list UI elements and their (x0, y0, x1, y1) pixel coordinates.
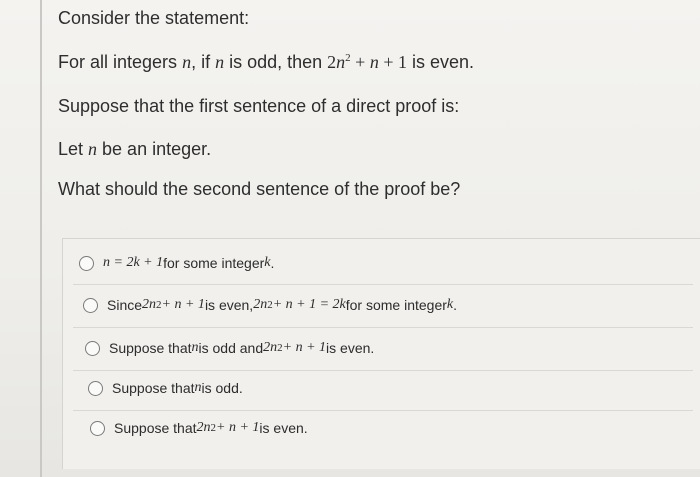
option-a-math: n = 2k + 1 (103, 255, 164, 270)
option-c-math: 2n (263, 340, 278, 355)
statement-then: is odd, then (224, 52, 328, 72)
first-sentence-var: n (88, 139, 98, 159)
option-e-math: + n + 1 (216, 420, 260, 435)
option-divider (73, 327, 693, 328)
option-b-math: 2n (142, 297, 157, 312)
option-b[interactable]: Since 2n 2 + n + 1 is even, 2n 2 + n + 1 = 2k for some integer k . (83, 297, 457, 313)
statement-if: , if (191, 52, 216, 72)
option-b-text: for some integer (345, 297, 447, 313)
option-c-var: n (191, 340, 199, 355)
radio-button[interactable] (79, 256, 94, 271)
option-divider (73, 410, 693, 411)
first-sentence-suffix: be an integer. (97, 139, 212, 159)
expr-plus-one: + 1 (378, 52, 407, 72)
option-b-prefix: Since (107, 297, 143, 313)
option-c[interactable]: Suppose that n is odd and 2n 2 + n + 1 is even. (85, 340, 374, 356)
option-b-var: k (446, 297, 454, 312)
option-c-prefix: Suppose that (109, 340, 192, 356)
answer-options (62, 238, 700, 469)
option-b-mid: is even, (204, 297, 254, 313)
statement-var: n (182, 52, 192, 72)
radio-button[interactable] (85, 341, 100, 356)
option-d-prefix: Suppose that (112, 380, 195, 396)
option-a-end: . (270, 255, 275, 271)
option-e-prefix: Suppose that (114, 420, 197, 436)
option-e-math: 2n (196, 420, 211, 435)
intro-text (58, 8, 249, 29)
option-b-math: + n + 1 = 2k (272, 297, 346, 312)
option-d-end: is odd. (201, 380, 243, 396)
setup-text (58, 96, 459, 117)
statement-text (58, 52, 474, 73)
radio-button[interactable] (90, 421, 105, 436)
option-c-end: is even. (326, 340, 375, 356)
option-a-text: for some integer (163, 255, 265, 271)
option-c-mid: is odd and (198, 340, 264, 356)
statement-suffix: is even. (406, 52, 475, 72)
option-e[interactable]: Suppose that 2n 2 + n + 1 is even. (90, 420, 308, 436)
first-sentence-prefix: Let (58, 139, 89, 159)
expr-var: n (336, 52, 346, 72)
expr-exponent: 2 (345, 52, 351, 64)
statement-prefix: For all integers (58, 52, 183, 72)
option-a[interactable] (79, 255, 274, 271)
radio-button[interactable] (83, 298, 98, 313)
option-b-math: 2n (253, 297, 268, 312)
radio-button[interactable] (88, 381, 103, 396)
option-b-math: + n + 1 (161, 297, 205, 312)
option-d[interactable] (88, 380, 243, 396)
first-sentence-text (58, 139, 211, 160)
statement-var: n (215, 52, 225, 72)
setup-label: Suppose that the first sentence of a direct proof is: (58, 96, 460, 116)
expr-plus: + (350, 52, 370, 72)
question-text (58, 179, 460, 200)
panel-border (40, 0, 42, 477)
option-c-math: + n + 1 (282, 340, 327, 355)
option-d-var: n (194, 380, 202, 395)
option-a-var: k (264, 255, 271, 270)
intro-label: Consider the statement: (58, 8, 250, 28)
question-label: What should the second sentence of the proof be? (58, 179, 461, 199)
option-e-end: is even. (259, 420, 308, 436)
expr-coef: 2 (327, 52, 337, 72)
option-divider (73, 284, 693, 285)
option-divider (73, 370, 693, 371)
option-b-end: . (453, 297, 458, 313)
expr-var: n (369, 52, 379, 72)
